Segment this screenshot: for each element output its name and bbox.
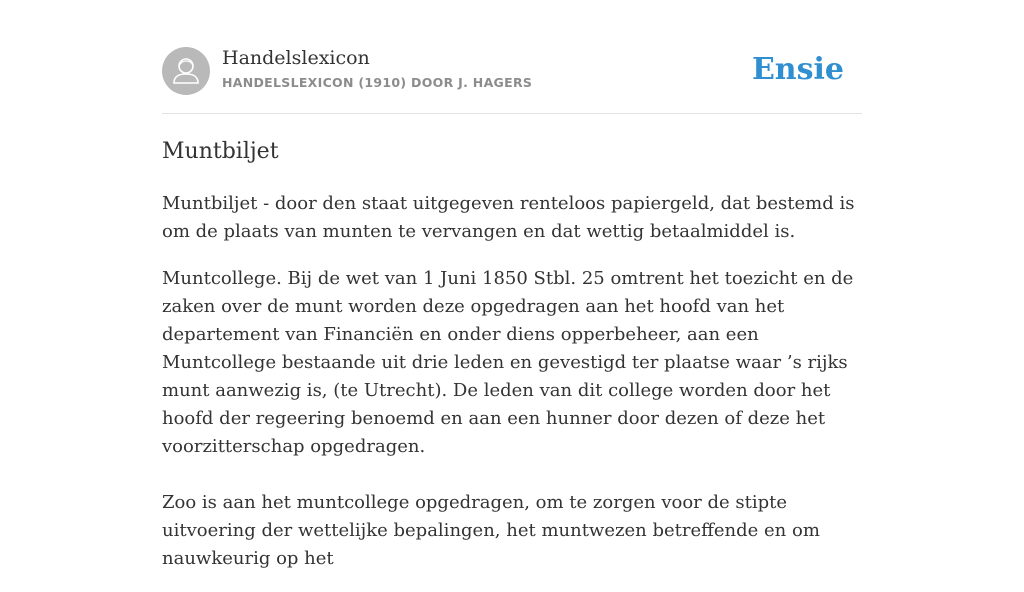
user-silhouette-icon[interactable] [162, 47, 210, 95]
header-divider [162, 113, 862, 114]
article-body [162, 190, 868, 592]
ensie-logo-link[interactable]: Ensie [751, 52, 844, 87]
article-paragraph: Zoo is aan het muntcollege opgedragen, om te zorgen voor de stipte uitvoering der wettelijke bepalingen, het muntwezen betreffende en om nauwkeurig op het [162, 492, 820, 569]
article-paragraph: Muntcollege. Bij de wet van 1 Juni 1850 Stbl. 25 omtrent het toezicht en de zaken over de munt worden deze opgedragen aan het hoofd van het departement van Financiën en onder diens opperbeheer, aan een Muntcollege bestaande uit drie leden en gevestigd ter plaatse waar ’s rijks munt aanwezig is, (te Utrecht). De leden van dit college worden door het hoofd der regeering benoemd en aan een hunner door dezen of deze het voorzitterschap opgedragen. [162, 268, 854, 457]
source-subtitle[interactable]: HANDELSLEXICON (1910) DOOR J. HAGERS [222, 75, 533, 90]
article-paragraph: Muntbiljet - door den staat uitgegeven renteloos papiergeld, dat bestemd is om de plaats van munten te vervangen en dat wettig betaalmiddel is. [162, 193, 855, 242]
source-name[interactable]: Handelslexicon [222, 47, 370, 69]
article-title: Muntbiljet [162, 139, 279, 164]
source-header [162, 47, 862, 95]
